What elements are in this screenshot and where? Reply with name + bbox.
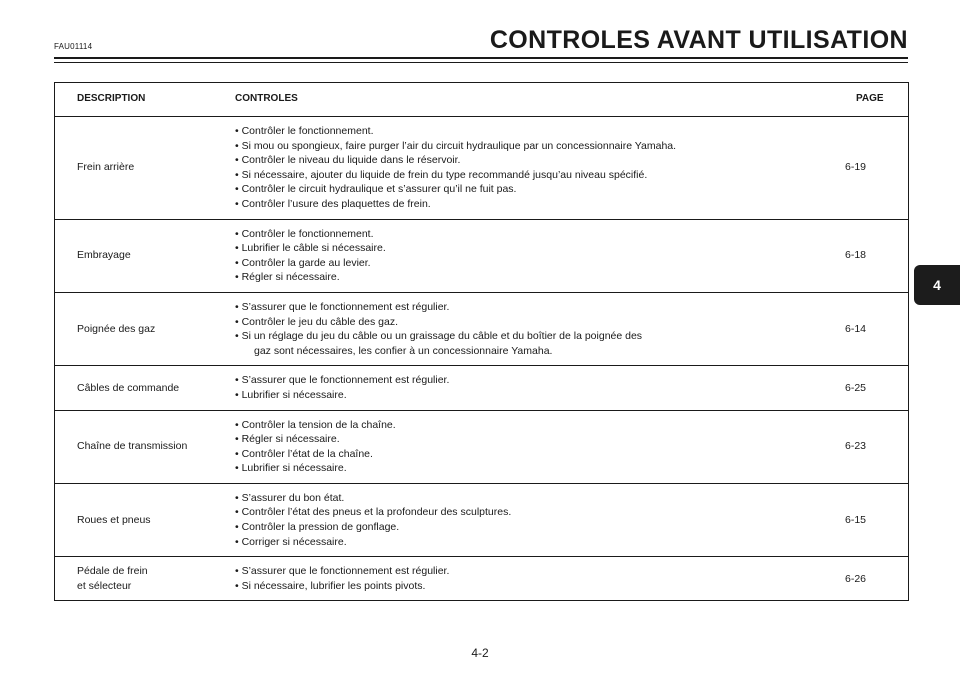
row-page-ref: 6-18 xyxy=(745,219,909,292)
row-checks xyxy=(235,366,745,410)
check-item: • Contrôler le fonctionnement. xyxy=(235,227,374,240)
column-header-page: PAGE xyxy=(745,83,909,117)
check-item: • S’assurer que le fonctionnement est régulier. xyxy=(235,300,450,313)
row-checks xyxy=(235,410,745,483)
chapter-tab-label: 4 xyxy=(933,277,941,293)
check-item: • Régler si nécessaire. xyxy=(235,271,340,284)
check-item: • Si un réglage du jeu du câble ou un graissage du câble et du boîtier de la poignée des xyxy=(235,330,643,343)
check-item: • S’assurer que le fonctionnement est régulier. xyxy=(235,374,450,387)
row-page-ref: 6-23 xyxy=(745,410,909,483)
chapter-tab xyxy=(914,265,960,305)
row-description-line: et sélecteur xyxy=(77,579,132,592)
row-description: Câbles de commande xyxy=(55,366,236,410)
row-page-ref: 6-19 xyxy=(745,117,909,220)
row-description: Roues et pneus xyxy=(55,483,236,556)
table-row xyxy=(55,219,909,292)
column-header-description: DESCRIPTION xyxy=(55,83,236,117)
row-description: Chaîne de transmission xyxy=(55,410,236,483)
row-page-ref: 6-25 xyxy=(745,366,909,410)
check-item: • Lubrifier si nécessaire. xyxy=(235,462,347,475)
row-page-ref: 6-14 xyxy=(745,292,909,365)
document-code: FAU01114 xyxy=(54,42,93,51)
table-header-row xyxy=(55,83,909,117)
table-row xyxy=(55,366,909,410)
check-item: • Contrôler le circuit hydraulique et s’assurer qu’il ne fuit pas. xyxy=(235,183,517,196)
check-item: • Régler si nécessaire. xyxy=(235,433,340,446)
row-description: Poignée des gaz xyxy=(55,292,236,365)
check-item-continuation: gaz sont nécessaires, les confier à un concessionnaire Yamaha. xyxy=(254,344,553,357)
check-item: • S’assurer que le fonctionnement est régulier. xyxy=(235,565,450,578)
row-description xyxy=(55,557,236,601)
check-item: • Contrôler le niveau du liquide dans le réservoir. xyxy=(235,154,461,167)
check-item: • Corriger si nécessaire. xyxy=(235,535,347,548)
check-item: • Si nécessaire, lubrifier les points pivots. xyxy=(235,579,426,592)
header-rule-thick xyxy=(54,57,908,59)
table-row xyxy=(55,410,909,483)
table-row xyxy=(55,117,909,220)
check-item: • Contrôler l’usure des plaquettes de frein. xyxy=(235,197,431,210)
check-item: • Lubrifier le câble si nécessaire. xyxy=(235,242,386,255)
row-checks xyxy=(235,117,745,220)
inspection-table xyxy=(54,82,909,601)
row-page-ref: 6-15 xyxy=(745,483,909,556)
check-item: • Contrôler le jeu du câble des gaz. xyxy=(235,315,399,328)
check-item: • Contrôler la garde au levier. xyxy=(235,256,371,269)
row-description: Frein arrière xyxy=(55,117,236,220)
table-row xyxy=(55,483,909,556)
check-item: • Contrôler le fonctionnement. xyxy=(235,125,374,137)
row-checks xyxy=(235,483,745,556)
check-item: • Contrôler la tension de la chaîne. xyxy=(235,418,396,431)
row-checks xyxy=(235,557,745,601)
page-number: 4-2 xyxy=(471,646,489,660)
check-item: • Si mou ou spongieux, faire purger l’air du circuit hydraulique par un concessionnaire Yamaha. xyxy=(235,139,677,152)
check-item: • Contrôler la pression de gonflage. xyxy=(235,521,400,534)
check-item: • Contrôler l’état des pneus et la profondeur des sculptures. xyxy=(235,506,512,519)
check-item: • S’assurer du bon état. xyxy=(235,491,345,504)
page-title: CONTROLES AVANT UTILISATION xyxy=(489,26,908,54)
row-description: Embrayage xyxy=(55,219,236,292)
table-row xyxy=(55,557,909,601)
row-page-ref: 6-26 xyxy=(745,557,909,601)
row-description-line: Pédale de frein xyxy=(77,565,148,578)
table-row xyxy=(55,292,909,365)
check-item: • Contrôler l’état de la chaîne. xyxy=(235,447,373,460)
column-header-checks: CONTROLES xyxy=(235,83,745,117)
row-checks xyxy=(235,219,745,292)
check-item: • Lubrifier si nécessaire. xyxy=(235,388,347,401)
check-item: • Si nécessaire, ajouter du liquide de frein du type recommandé jusqu’au niveau spécifié. xyxy=(235,168,648,181)
header-rule-thin xyxy=(54,62,908,63)
row-checks xyxy=(235,292,745,365)
